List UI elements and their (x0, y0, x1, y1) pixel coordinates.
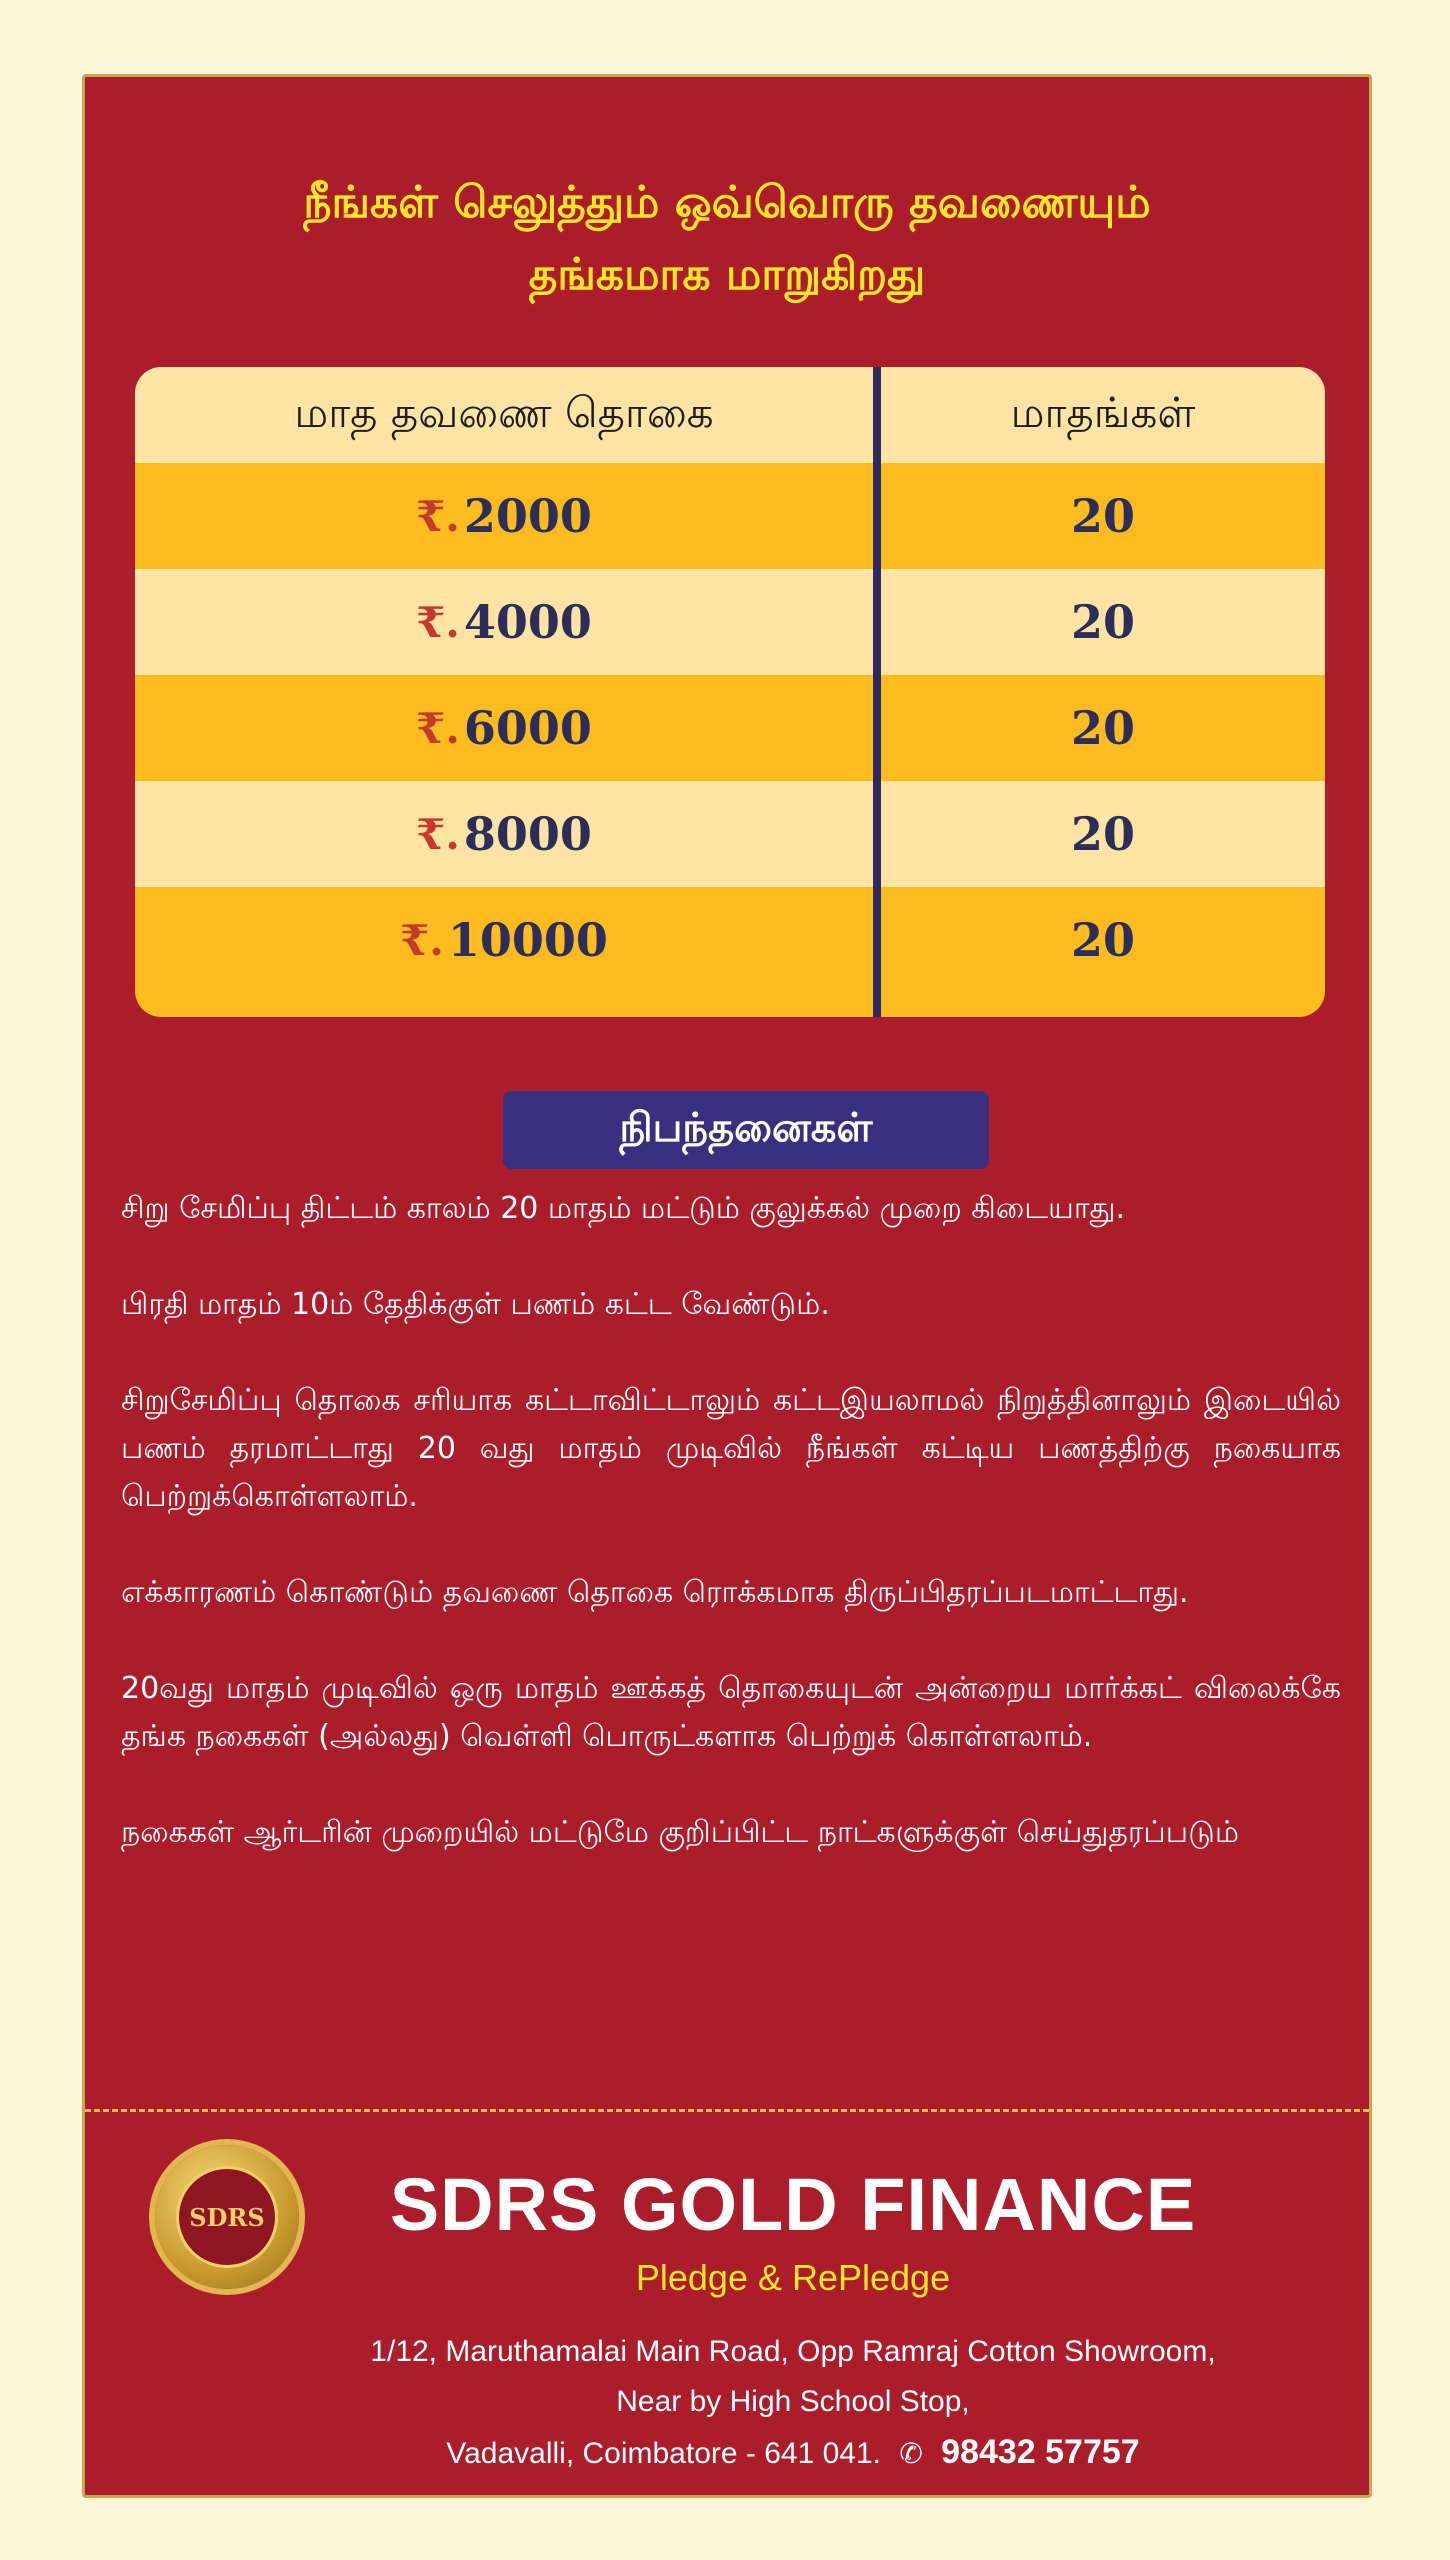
amount-cell (135, 887, 873, 993)
amount-cell (135, 781, 873, 887)
installment-table (135, 367, 1325, 1017)
rupee-icon: ₹. (416, 809, 460, 859)
months-cell: 20 (1070, 489, 1135, 543)
address-line-1: 1/12, Maruthamalai Main Road, Opp Ramraj Cotton Showroom, (370, 2335, 1216, 2368)
headline-line-1: நீங்கள் செலுத்தும் ஒவ்வொரு தவணையும் (303, 177, 1151, 228)
footer-divider (85, 2109, 1369, 2112)
months-cell: 20 (1070, 595, 1135, 649)
headline-line-2: தங்கமாக மாறுகிறது (528, 249, 926, 300)
table-row (135, 463, 1325, 569)
brand-tagline: Pledge & RePledge (635, 2257, 951, 2298)
address-line-2: Near by High School Stop, (616, 2385, 970, 2418)
terms-title-badge: நிபந்தனைகள் (503, 1091, 989, 1169)
term-item: எக்காரணம் கொண்டும் தவணை தொகை ரொக்கமாக திருப்பிதரப்படமாட்டாது. (121, 1575, 1189, 1610)
term-item: பிரதி மாதம் 10ம் தேதிக்குள் பணம் கட்ட வேண்டும். (121, 1287, 830, 1322)
address-block (85, 2327, 1372, 2479)
term-item: சிறு சேமிப்பு திட்டம் காலம் 20 மாதம் மட்டும் குலுக்கல் முறை கிடையாது. (121, 1191, 1126, 1226)
amount-value: 8000 (463, 807, 592, 861)
term-item: 20வது மாதம் முடிவில் ஒரு மாதம் ஊக்கத் தொகையுடன் அன்றைய மார்க்கட் விலைக்கே தங்க நகைகள் (அல்லது) வெள்ளி பொருட்களாக பெற்றுக் கொள்ளலாம். (121, 1671, 1341, 1754)
address-line-3: Vadavalli, Coimbatore - 641 041. (446, 2437, 881, 2470)
amount-value: 10000 (447, 913, 608, 967)
brand-name: SDRS GOLD FINANCE (389, 2163, 1197, 2246)
column-divider (873, 367, 881, 1017)
amount-cell (135, 463, 873, 569)
table-row (135, 675, 1325, 781)
table-row (135, 569, 1325, 675)
rupee-icon: ₹. (400, 915, 444, 965)
header-amount: மாத தவணை தொகை (135, 367, 873, 463)
phone-number[interactable]: 98432 57757 (941, 2433, 1140, 2471)
logo-emblem: SDRS (176, 2166, 278, 2268)
terms-list (121, 1185, 1341, 1905)
header-months: மாதங்கள் (881, 367, 1325, 463)
amount-value: 4000 (463, 595, 592, 649)
amount-value: 2000 (463, 489, 592, 543)
amount-cell (135, 675, 873, 781)
rupee-icon: ₹. (416, 597, 460, 647)
months-cell: 20 (1070, 701, 1135, 755)
table-row (135, 887, 1325, 1017)
amount-value: 6000 (463, 701, 592, 755)
term-item: நகைகள் ஆர்டரின் முறையில் மட்டுமே குறிப்பிட்ட நாட்களுக்குள் செய்துதரப்படும் (121, 1815, 1239, 1850)
address-line-3-row (211, 2427, 1372, 2479)
months-cell: 20 (1070, 913, 1135, 967)
headline (85, 167, 1369, 311)
amount-cell (135, 569, 873, 675)
term-item: சிறுசேமிப்பு தொகை சரியாக கட்டாவிட்டாலும் கட்டஇயலாமல் நிறுத்தினாலும் இடையில் பணம் தரமாட்டாது 20 வது மாதம் முடிவில் நீங்கள் கட்டிய பணத்திற்கு நகையாக பெற்றுக்கொள்ளலாம். (121, 1383, 1341, 1514)
table-row (135, 781, 1325, 887)
rupee-icon: ₹. (416, 703, 460, 753)
phone-icon: ✆ (899, 2438, 923, 2469)
scheme-card (82, 74, 1372, 2498)
months-cell: 20 (1070, 807, 1135, 861)
rupee-icon: ₹. (416, 491, 460, 541)
